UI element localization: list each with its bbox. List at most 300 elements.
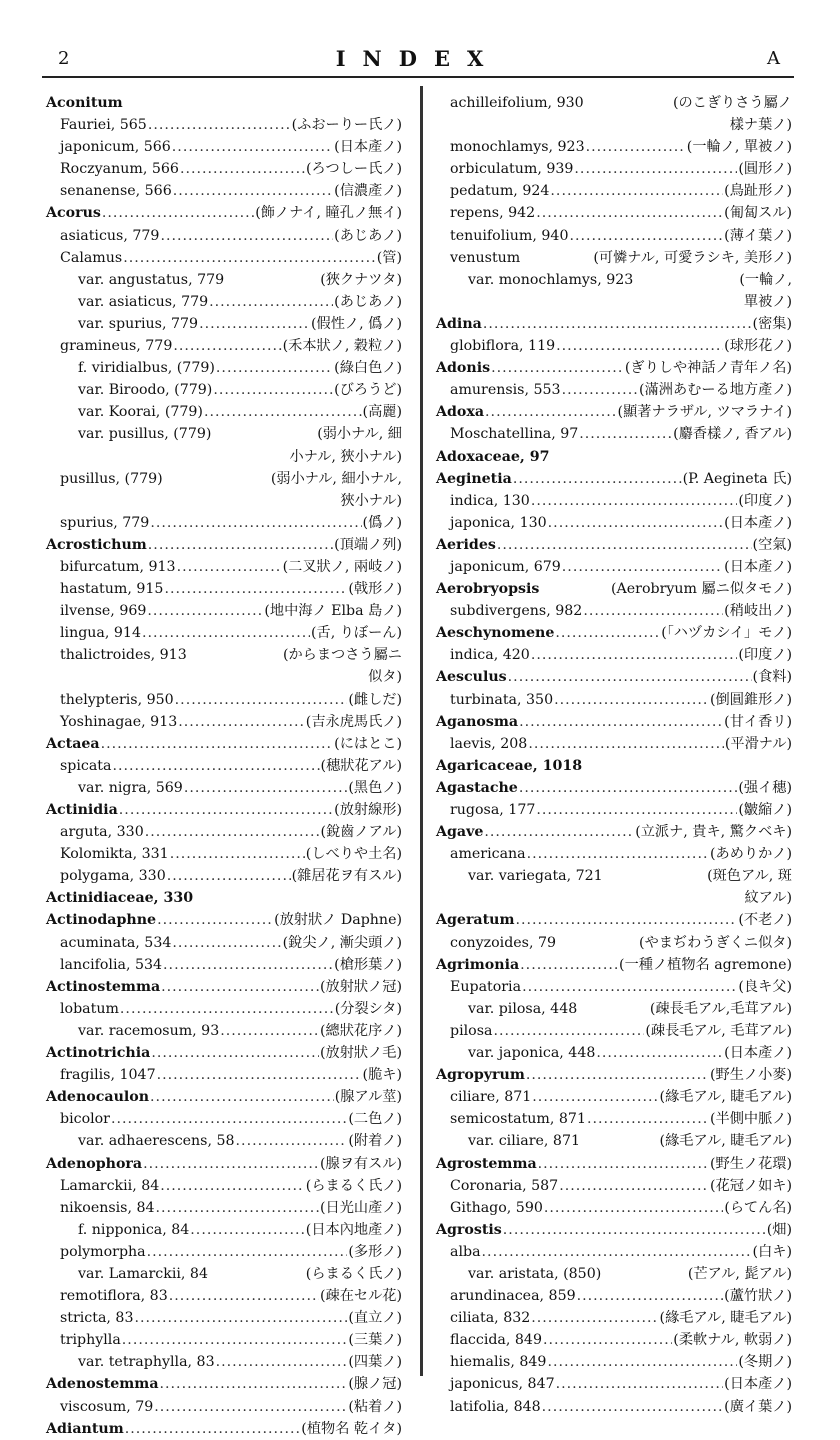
leader-dots (526, 1064, 709, 1086)
index-subentry (46, 1197, 402, 1219)
index-subentry (46, 468, 402, 512)
entry-gloss: (日本產ノ) (724, 514, 792, 531)
index-subentry (436, 1285, 792, 1307)
leader-dots (516, 909, 738, 931)
index-subentry (46, 1285, 402, 1307)
index-subentry (46, 644, 402, 688)
entry-gloss: (顯著ナラザル, ツマラナイ) (617, 404, 792, 421)
entry-name: Adoxa (436, 404, 485, 421)
entry-name: monochlamys, 923 (450, 139, 585, 156)
index-subentry (436, 1241, 792, 1263)
leader-dots (177, 556, 282, 578)
entry-gloss: (びろうど) (334, 382, 402, 399)
index-subentry (436, 1373, 792, 1395)
index-subentry (436, 158, 792, 180)
entry-gloss: (稍岐出ノ) (724, 603, 792, 620)
entry-name: bifurcatum, 913 (60, 558, 176, 575)
entry-gloss: (密集) (752, 315, 792, 332)
leader-dots (550, 180, 723, 202)
entry-name: Githago, 590 (450, 1199, 543, 1216)
entry-gloss: (一輪ノ, 單被ノ) (686, 139, 792, 156)
entry-name: Adenostemma (46, 1376, 159, 1393)
page-title: INDEX (335, 46, 501, 71)
index-subentry (436, 335, 792, 357)
entry-name: Agave (436, 824, 484, 841)
entry-gloss: (戟形ノ) (348, 581, 402, 598)
entry-gloss: (麝香樣ノ, 香アル) (673, 426, 792, 443)
index-genus-entry (46, 1373, 402, 1395)
leader-dots (163, 954, 333, 976)
leader-dots (548, 512, 724, 534)
leader-dots (204, 401, 362, 423)
entry-name: conyzoides, 79 (450, 934, 557, 951)
index-subentry (436, 1396, 792, 1418)
leader-dots (112, 755, 319, 777)
leader-dots (542, 1396, 724, 1418)
index-subentry (46, 578, 402, 600)
leader-dots (143, 1153, 319, 1175)
entry-gloss: (緣毛アル, 睫毛アル) (659, 1310, 792, 1327)
entry-name: Aeschynomene (436, 625, 555, 642)
index-subentry (46, 401, 402, 423)
leader-dots (483, 313, 752, 335)
index-subentry (436, 865, 792, 909)
index-subentry (436, 733, 792, 755)
entry-gloss: (禾本狀ノ, 穀粒ノ) (282, 338, 402, 355)
leader-dots (531, 490, 738, 512)
entry-name: var. adhaerescens, 58 (78, 1133, 235, 1150)
index-subentry (46, 512, 402, 534)
entry-name: var. japonica, 448 (468, 1045, 596, 1062)
leader-dots (569, 225, 723, 247)
index-subentry (436, 689, 792, 711)
entry-name: var. ciliare, 871 (468, 1133, 581, 1150)
index-subentry (46, 843, 402, 865)
entry-gloss: (あじあノ) (334, 227, 402, 244)
index-subentry (436, 225, 792, 247)
leader-dots (111, 1108, 347, 1130)
entry-gloss: (銳尖ノ, 漸尖頭ノ) (282, 934, 402, 951)
entry-gloss: (脆キ) (362, 1067, 402, 1084)
index-subentry (436, 1086, 792, 1108)
entry-gloss: (高麗) (362, 404, 402, 421)
index-subentry (436, 932, 792, 954)
index-subentry (436, 998, 792, 1020)
leader-dots (122, 1329, 348, 1351)
index-subentry (46, 269, 402, 291)
entry-name: Agrostemma (436, 1155, 537, 1172)
index-subentry (436, 600, 792, 622)
entry-name: fragilis, 1047 (60, 1067, 156, 1084)
entry-gloss: (植物名 乾イタ) (301, 1420, 402, 1437)
entry-gloss-continued: 樣ナ葉ノ) (729, 117, 792, 134)
leader-dots (493, 1020, 644, 1042)
entry-gloss: (雜居花ヲ有スル) (291, 868, 402, 885)
entry-name: lingua, 914 (60, 625, 141, 642)
entry-name: Agastache (436, 779, 518, 796)
index-subentry (46, 1396, 402, 1418)
entry-gloss: (甘イ香リ) (724, 713, 792, 730)
entry-name: Acorus (46, 205, 101, 222)
entry-name: var. monochlamys, 923 (468, 271, 634, 288)
leader-dots (538, 1153, 709, 1175)
leader-dots (184, 777, 348, 799)
entry-name: arundinacea, 859 (450, 1288, 576, 1305)
index-subentry (46, 225, 402, 247)
index-subentry (46, 1263, 402, 1285)
entry-gloss: (しべりや土名) (305, 846, 402, 863)
entry-gloss: (白キ) (752, 1243, 792, 1260)
index-subentry (46, 291, 402, 313)
entry-name: Actaea (46, 735, 100, 752)
index-subentry (46, 313, 402, 335)
index-subentry (46, 357, 402, 379)
leader-dots (556, 1373, 724, 1395)
entry-gloss: (ぎりしや神話ノ青年ノ名) (624, 360, 792, 377)
index-subentry (46, 755, 402, 777)
entry-name: thalictroides, 913 (60, 647, 187, 664)
entry-gloss: (三葉ノ) (348, 1332, 402, 1349)
entry-name: var. pilosa, 448 (468, 1000, 578, 1017)
entry-gloss-continued: 紋アル) (744, 890, 792, 907)
index-subentry (46, 379, 402, 401)
index-genus-entry (436, 313, 792, 335)
leader-dots (180, 158, 305, 180)
entry-name: japonicus, 847 (450, 1376, 555, 1393)
leader-dots (164, 578, 347, 600)
entry-name: rugosa, 177 (450, 802, 536, 818)
entry-gloss: (空氣) (752, 536, 792, 553)
entry-name: americana (450, 846, 526, 863)
entry-name: repens, 942 (450, 205, 536, 222)
index-genus-entry (436, 357, 792, 379)
leader-dots (497, 534, 752, 556)
entry-gloss: (平滑ナル) (724, 735, 792, 752)
index-subentry (436, 269, 792, 313)
index-subentry (46, 998, 402, 1020)
entry-name: Actinidiaceae, 330 (46, 890, 194, 907)
entry-gloss: (日光山產ノ) (319, 1199, 402, 1216)
index-subentry (436, 202, 792, 224)
index-subentry (46, 1020, 402, 1042)
entry-name: f. viridialbus, (779) (78, 360, 215, 377)
entry-name: indica, 420 (450, 647, 530, 664)
leader-dots (142, 622, 310, 644)
entry-gloss: (頂端ノ列) (334, 536, 402, 553)
index-subentry (46, 954, 402, 976)
entry-name: viscosum, 79 (60, 1398, 154, 1415)
index-subentry (46, 556, 402, 578)
entry-gloss: (僞ノ) (362, 514, 402, 531)
index-subentry (46, 1130, 402, 1152)
entry-name: pusillus, (779) (60, 470, 163, 487)
entry-name: var. tetraphylla, 83 (78, 1354, 215, 1371)
leader-dots (173, 335, 281, 357)
leader-dots (583, 600, 723, 622)
entry-name: Actinostemma (46, 978, 161, 995)
entry-name: var. variegata, 721 (468, 868, 603, 885)
entry-gloss: (日本產ノ) (724, 558, 792, 575)
entry-name: ciliare, 871 (450, 1089, 532, 1106)
entry-gloss: (にはとこ) (334, 735, 402, 752)
leader-dots (154, 1396, 347, 1418)
entry-name: Adoxaceae, 97 (436, 448, 550, 465)
entry-name: tenuifolium, 940 (450, 227, 569, 244)
index-subentry (46, 114, 402, 136)
entry-name: indica, 130 (450, 492, 530, 509)
leader-dots (120, 998, 334, 1020)
entry-gloss: (二色ノ) (348, 1111, 402, 1128)
index-subentry (46, 247, 402, 269)
entry-name: ilvense, 969 (60, 603, 147, 620)
entry-gloss: (P. Aegineta 氏) (682, 470, 792, 487)
entry-name: stricta, 83 (60, 1310, 134, 1327)
entry-name: arguta, 330 (60, 824, 144, 841)
index-subentry (46, 777, 402, 799)
section-letter: A (767, 48, 780, 69)
entry-name: var. Koorai, (779) (78, 404, 203, 421)
entry-gloss: (放射狀ノ毛) (319, 1045, 402, 1062)
entry-gloss: (圓形ノ) (738, 161, 792, 178)
entry-gloss: (らてん名) (724, 1199, 792, 1216)
entry-name: Lamarckii, 84 (60, 1177, 160, 1194)
entry-name: japonica, 130 (450, 514, 547, 531)
leader-dots (102, 202, 254, 224)
index-genus-entry (436, 954, 792, 976)
entry-name: polygama, 330 (60, 868, 166, 885)
page-header (42, 46, 794, 74)
entry-name: gramineus, 779 (60, 338, 173, 355)
leader-dots (536, 202, 723, 224)
leader-dots (150, 512, 361, 534)
leader-dots (220, 1020, 319, 1042)
entry-gloss-continued: 小ナル, 狹小ナル) (289, 448, 402, 465)
entry-gloss-continued: 單被ノ) (743, 293, 792, 310)
leader-dots (173, 180, 333, 202)
entry-name: semicostatum, 871 (450, 1111, 586, 1128)
index-genus-entry (46, 1418, 402, 1440)
index-genus-entry (436, 446, 792, 468)
index-genus-entry (46, 534, 402, 556)
index-subentry (46, 821, 402, 843)
leader-dots (160, 1175, 305, 1197)
index-subentry (436, 1130, 792, 1152)
entry-name: laevis, 208 (450, 735, 528, 752)
index-subentry (46, 136, 402, 158)
entry-name: Coronaria, 587 (450, 1177, 559, 1194)
entry-gloss: (滿洲あむーる地方產ノ) (639, 382, 792, 399)
entry-name: Aesculus (436, 669, 507, 686)
leader-dots (556, 335, 723, 357)
entry-gloss: (腺ノ冠) (348, 1376, 402, 1393)
leader-dots (586, 136, 686, 158)
entry-gloss: (畑) (766, 1221, 792, 1238)
index-subentry (436, 423, 792, 445)
leader-dots (536, 799, 737, 821)
entry-gloss: (粘着ノ) (348, 1398, 402, 1415)
index-subentry (436, 247, 792, 269)
leader-dots (157, 909, 273, 931)
entry-name: f. nipponica, 84 (78, 1221, 190, 1238)
entry-gloss: (やまぢわうぎくニ似タ) (639, 934, 792, 951)
leader-dots (528, 733, 724, 755)
index-subentry (436, 1263, 792, 1285)
entry-name: polymorpha (60, 1243, 146, 1260)
index-subentry (436, 379, 792, 401)
entry-gloss: (立派ナ, 貴キ, 驚クベキ) (635, 824, 792, 841)
index-subentry (46, 1219, 402, 1241)
leader-dots (531, 1307, 658, 1329)
entry-name: Adina (436, 315, 482, 332)
index-genus-entry (46, 909, 402, 931)
index-genus-entry (436, 821, 792, 843)
entry-name: Actinotrichia (46, 1045, 151, 1062)
index-subentry (46, 1108, 402, 1130)
index-subentry (46, 622, 402, 644)
leader-dots (148, 534, 333, 556)
entry-gloss: (槍形葉ノ) (334, 956, 402, 973)
entry-gloss: (信濃產ノ) (334, 183, 402, 200)
index-subentry (436, 1351, 792, 1373)
index-subentry (436, 136, 792, 158)
index-subentry (46, 423, 402, 467)
leader-dots (484, 821, 634, 843)
leader-dots (596, 1042, 723, 1064)
leader-dots (125, 1418, 301, 1440)
entry-name: alba (450, 1243, 481, 1260)
entry-name: Roczyanum, 566 (60, 161, 179, 178)
entry-name: var. nigra, 569 (78, 779, 183, 796)
index-genus-entry (46, 1086, 402, 1108)
entry-gloss: (あじあノ) (334, 293, 402, 310)
index-subentry (46, 180, 402, 202)
index-subentry (436, 92, 792, 136)
index-subentry (46, 932, 402, 954)
leader-dots (160, 1373, 348, 1395)
entry-gloss: (附着ノ) (348, 1133, 402, 1150)
entry-gloss: (腺ヲ有スル) (319, 1155, 402, 1172)
entry-gloss: (弱小ナル, 細 (317, 426, 402, 443)
leader-dots (491, 357, 624, 379)
entry-name: var. asiaticus, 779 (78, 293, 209, 310)
entry-gloss: (黑色ノ) (348, 779, 402, 796)
entry-gloss: (疎長毛アル,毛茸アル) (649, 1000, 792, 1017)
entry-gloss: (强イ穗) (738, 779, 792, 796)
index-column-left (46, 92, 402, 1440)
entry-name: Ageratum (436, 912, 515, 929)
entry-name: turbinata, 350 (450, 691, 554, 708)
entry-name: spurius, 779 (60, 514, 150, 531)
entry-name: Yoshinagae, 913 (60, 713, 178, 730)
index-column-right (436, 92, 792, 1418)
entry-gloss: (日本產ノ) (724, 1376, 792, 1393)
leader-dots (172, 932, 281, 954)
entry-gloss: (野生ノ花環) (709, 1155, 792, 1172)
entry-name: lobatum (60, 1000, 119, 1017)
entry-name: remotiflora, 83 (60, 1288, 168, 1305)
entry-gloss: (良キ父) (738, 978, 792, 995)
entry-name: hiemalis, 849 (450, 1354, 547, 1371)
entry-name: japonicum, 679 (450, 558, 561, 575)
entry-name: Aganosma (436, 713, 519, 730)
entry-name: bicolor (60, 1111, 110, 1128)
leader-dots (532, 1086, 658, 1108)
index-subentry (436, 490, 792, 512)
index-subentry (46, 600, 402, 622)
entry-gloss: (柔軟ナル, 軟弱ノ) (673, 1332, 792, 1349)
entry-name: Adenocaulon (46, 1089, 150, 1106)
entry-gloss: (薄イ葉ノ) (724, 227, 792, 244)
entry-name: Actinodaphne (46, 912, 157, 929)
entry-gloss: (舌, りぼーん) (310, 625, 402, 642)
entry-name: Kolomikta, 331 (60, 846, 169, 863)
entry-name: triphylla (60, 1332, 121, 1349)
entry-gloss: (雌しだ) (348, 691, 402, 708)
entry-gloss: (吉永虎馬氏ノ) (305, 713, 402, 730)
leader-dots (147, 1241, 348, 1263)
leader-dots (123, 247, 376, 269)
entry-name: Aeginetia (436, 470, 512, 487)
entry-gloss: (食料) (752, 669, 792, 686)
index-subentry (436, 843, 792, 865)
leader-dots (482, 1241, 752, 1263)
entry-name: senanense, 566 (60, 183, 172, 200)
index-subentry (436, 1329, 792, 1351)
leader-dots (101, 733, 334, 755)
leader-dots (562, 379, 638, 401)
index-genus-entry (436, 755, 792, 777)
entry-gloss: (半側中脈ノ) (709, 1111, 792, 1128)
leader-dots (134, 1307, 347, 1329)
entry-gloss: (放射狀ノ Daphne) (274, 912, 402, 929)
entry-gloss: (Aerobryum 屬ニ似タモノ) (611, 581, 792, 598)
entry-name: Agrostis (436, 1221, 502, 1238)
entry-name: Aconitum (46, 95, 123, 111)
index-subentry (436, 1175, 792, 1197)
index-subentry (436, 1197, 792, 1219)
leader-dots (175, 689, 348, 711)
entry-name: amurensis, 553 (450, 382, 561, 399)
leader-dots (148, 114, 291, 136)
entry-name: thelypteris, 950 (60, 691, 174, 708)
entry-name: orbiculatum, 939 (450, 161, 574, 178)
leader-dots (527, 843, 709, 865)
leader-dots (151, 1042, 319, 1064)
entry-name: asiaticus, 779 (60, 227, 160, 244)
entry-gloss: (不老ノ) (738, 912, 792, 929)
leader-dots (178, 711, 305, 733)
entry-gloss: (ろつしー氏ノ) (305, 161, 402, 178)
index-subentry (436, 1108, 792, 1130)
leader-dots (161, 976, 319, 998)
entry-gloss: (のこぎりさう屬ノ (672, 95, 792, 111)
leader-dots (236, 1130, 348, 1152)
index-genus-entry (436, 534, 792, 556)
entry-name: ciliata, 832 (450, 1310, 531, 1327)
entry-name: Moschatellina, 97 (450, 426, 579, 443)
entry-gloss: (地中海ノ Elba 島ノ) (264, 603, 402, 620)
index-subentry (436, 1042, 792, 1064)
entry-gloss: (らまるく氏ノ) (305, 1265, 402, 1282)
index-genus-entry (46, 976, 402, 998)
entry-gloss: (一種ノ植物名 agremone) (619, 956, 792, 973)
entry-name: japonicum, 566 (60, 139, 171, 156)
entry-gloss: (飾ノナイ, 瞳孔ノ無イ) (255, 205, 402, 222)
index-genus-entry (46, 92, 402, 114)
entry-gloss: (印度ノ) (738, 492, 792, 509)
leader-dots (213, 379, 333, 401)
entry-gloss: (總狀花序ノ) (319, 1022, 402, 1039)
